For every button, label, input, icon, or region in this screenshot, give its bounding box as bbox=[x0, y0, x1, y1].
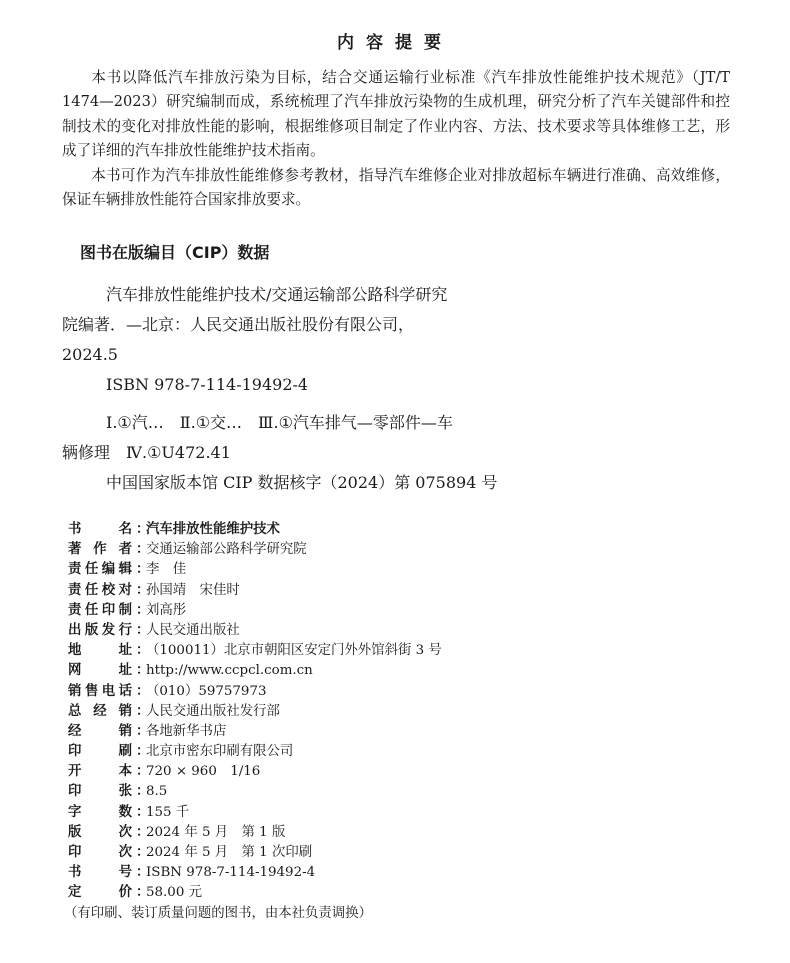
info-label: 印 张 ： bbox=[68, 784, 150, 800]
info-label: 开 本 ： bbox=[68, 764, 150, 780]
info-value: 各地新华书店 bbox=[146, 723, 227, 739]
info-value: 58.00 元 bbox=[146, 885, 202, 901]
info-value: 刘高彤 bbox=[146, 602, 187, 618]
info-label: 出 版 发 行 ： bbox=[68, 622, 150, 638]
quality-note: （有印刷、装订质量问题的图书，由本社负责调换） bbox=[64, 905, 372, 921]
summary-paragraph-2: 本书可作为汽车排放性能维修参考教材，指导汽车维修企业对排放超标车辆进行准确、高效维修，保证车辆排放性能符合国家排放要求。 bbox=[62, 166, 730, 209]
info-value: 北京市密东印刷有限公司 bbox=[146, 744, 294, 760]
info-value: 孙国靖 宋佳时 bbox=[146, 582, 240, 598]
page-heading: 内容提要 bbox=[337, 33, 453, 53]
cip-line-3: 2024.5 bbox=[62, 345, 118, 364]
info-row bbox=[68, 782, 748, 802]
info-row bbox=[68, 540, 748, 560]
info-value: 2024 年 5 月 第 1 版 bbox=[146, 824, 286, 840]
info-row bbox=[68, 722, 748, 742]
info-label: 地 址 ： bbox=[68, 643, 150, 659]
info-value: 720 × 960 1/16 bbox=[146, 764, 261, 780]
info-value: 交通运输部公路科学研究院 bbox=[146, 542, 307, 558]
info-row bbox=[68, 560, 748, 580]
cip-line-5: Ⅰ.①汽… Ⅱ.①交… Ⅲ.①汽车排气—零部件—车 bbox=[106, 413, 453, 432]
info-value: ISBN 978-7-114-19492-4 bbox=[146, 865, 316, 881]
info-row bbox=[68, 843, 748, 863]
info-value: 2024 年 5 月 第 1 次印刷 bbox=[146, 845, 313, 860]
info-row bbox=[68, 621, 748, 641]
info-label: 经 销 ： bbox=[68, 723, 150, 739]
info-row bbox=[68, 601, 748, 621]
summary-section bbox=[62, 66, 730, 212]
info-value: （100011）北京市朝阳区安定门外外馆斜街 3 号 bbox=[146, 643, 442, 659]
summary-paragraph-1: 本书以降低汽车排放污染为目标，结合交通运输行业标准《汽车排放性能维护技术规范》（JT/T 1474—2023）研究编制而成，系统梳理了汽车排放污染物的生成机理，研究分析了汽车关键部件和控制技术的变化对排放性能的影响，根据维修项目制定了作业内容、方法、技术要求等具体维修工艺，形成了详细的汽车排放性能维护技术指南。 bbox=[62, 69, 730, 160]
info-label: 书 号 ： bbox=[68, 865, 150, 881]
cip-line-6: 辆修理 Ⅳ.①U472.41 bbox=[62, 443, 231, 462]
info-value: 155 千 bbox=[146, 804, 190, 820]
info-value: http://www.ccpcl.com.cn bbox=[146, 663, 313, 679]
info-row bbox=[68, 863, 748, 883]
info-label: 责 任 印 制 ： bbox=[68, 602, 150, 618]
info-row bbox=[68, 742, 748, 762]
info-value: 人民交通出版社 bbox=[146, 622, 240, 638]
publication-info-list bbox=[64, 520, 748, 924]
info-value: 人民交通出版社发行部 bbox=[146, 703, 280, 719]
info-row bbox=[68, 762, 748, 782]
info-label: 责 任 编 辑 ： bbox=[68, 562, 150, 578]
info-label: 著 作 者 ： bbox=[68, 542, 150, 558]
info-row bbox=[68, 803, 748, 823]
info-label: 网 址 ： bbox=[68, 663, 150, 679]
cip-line-1: 汽车排放性能维护技术/交通运输部公路科学研究 bbox=[106, 285, 448, 304]
info-row bbox=[68, 883, 748, 903]
info-label: 责 任 校 对 ： bbox=[68, 582, 150, 598]
info-label: 书 名 ： bbox=[68, 522, 150, 537]
info-value: 8.5 bbox=[146, 784, 168, 800]
info-row bbox=[68, 823, 748, 843]
info-label: 字 数 ： bbox=[68, 804, 150, 820]
info-row bbox=[68, 581, 748, 601]
info-value: （010）59757973 bbox=[146, 683, 267, 699]
info-row bbox=[68, 520, 748, 540]
info-value: 汽车排放性能维护技术 bbox=[146, 522, 280, 537]
info-label: 版 次 ： bbox=[68, 824, 150, 840]
info-label: 定 价 ： bbox=[68, 885, 150, 901]
info-row bbox=[68, 702, 748, 722]
info-label: 销 售 电 话 ： bbox=[68, 683, 150, 699]
cip-line-2: 院编著．—北京：人民交通出版社股份有限公司， bbox=[62, 315, 415, 334]
info-label: 总 经 销 ： bbox=[68, 703, 150, 719]
info-row bbox=[68, 661, 748, 681]
info-row bbox=[68, 682, 748, 702]
info-value: 李 佳 bbox=[146, 562, 187, 578]
cip-line-7: 中国国家版本馆 CIP 数据核字（2024）第 075894 号 bbox=[106, 473, 498, 492]
info-label: 印 次 ： bbox=[68, 845, 150, 860]
cip-data-block bbox=[62, 280, 702, 498]
cip-title: 图书在版编目（CIP）数据 bbox=[80, 243, 270, 262]
info-label: 印 刷 ： bbox=[68, 744, 150, 760]
info-row bbox=[68, 641, 748, 661]
cip-line-4: ISBN 978-7-114-19492-4 bbox=[106, 375, 309, 394]
